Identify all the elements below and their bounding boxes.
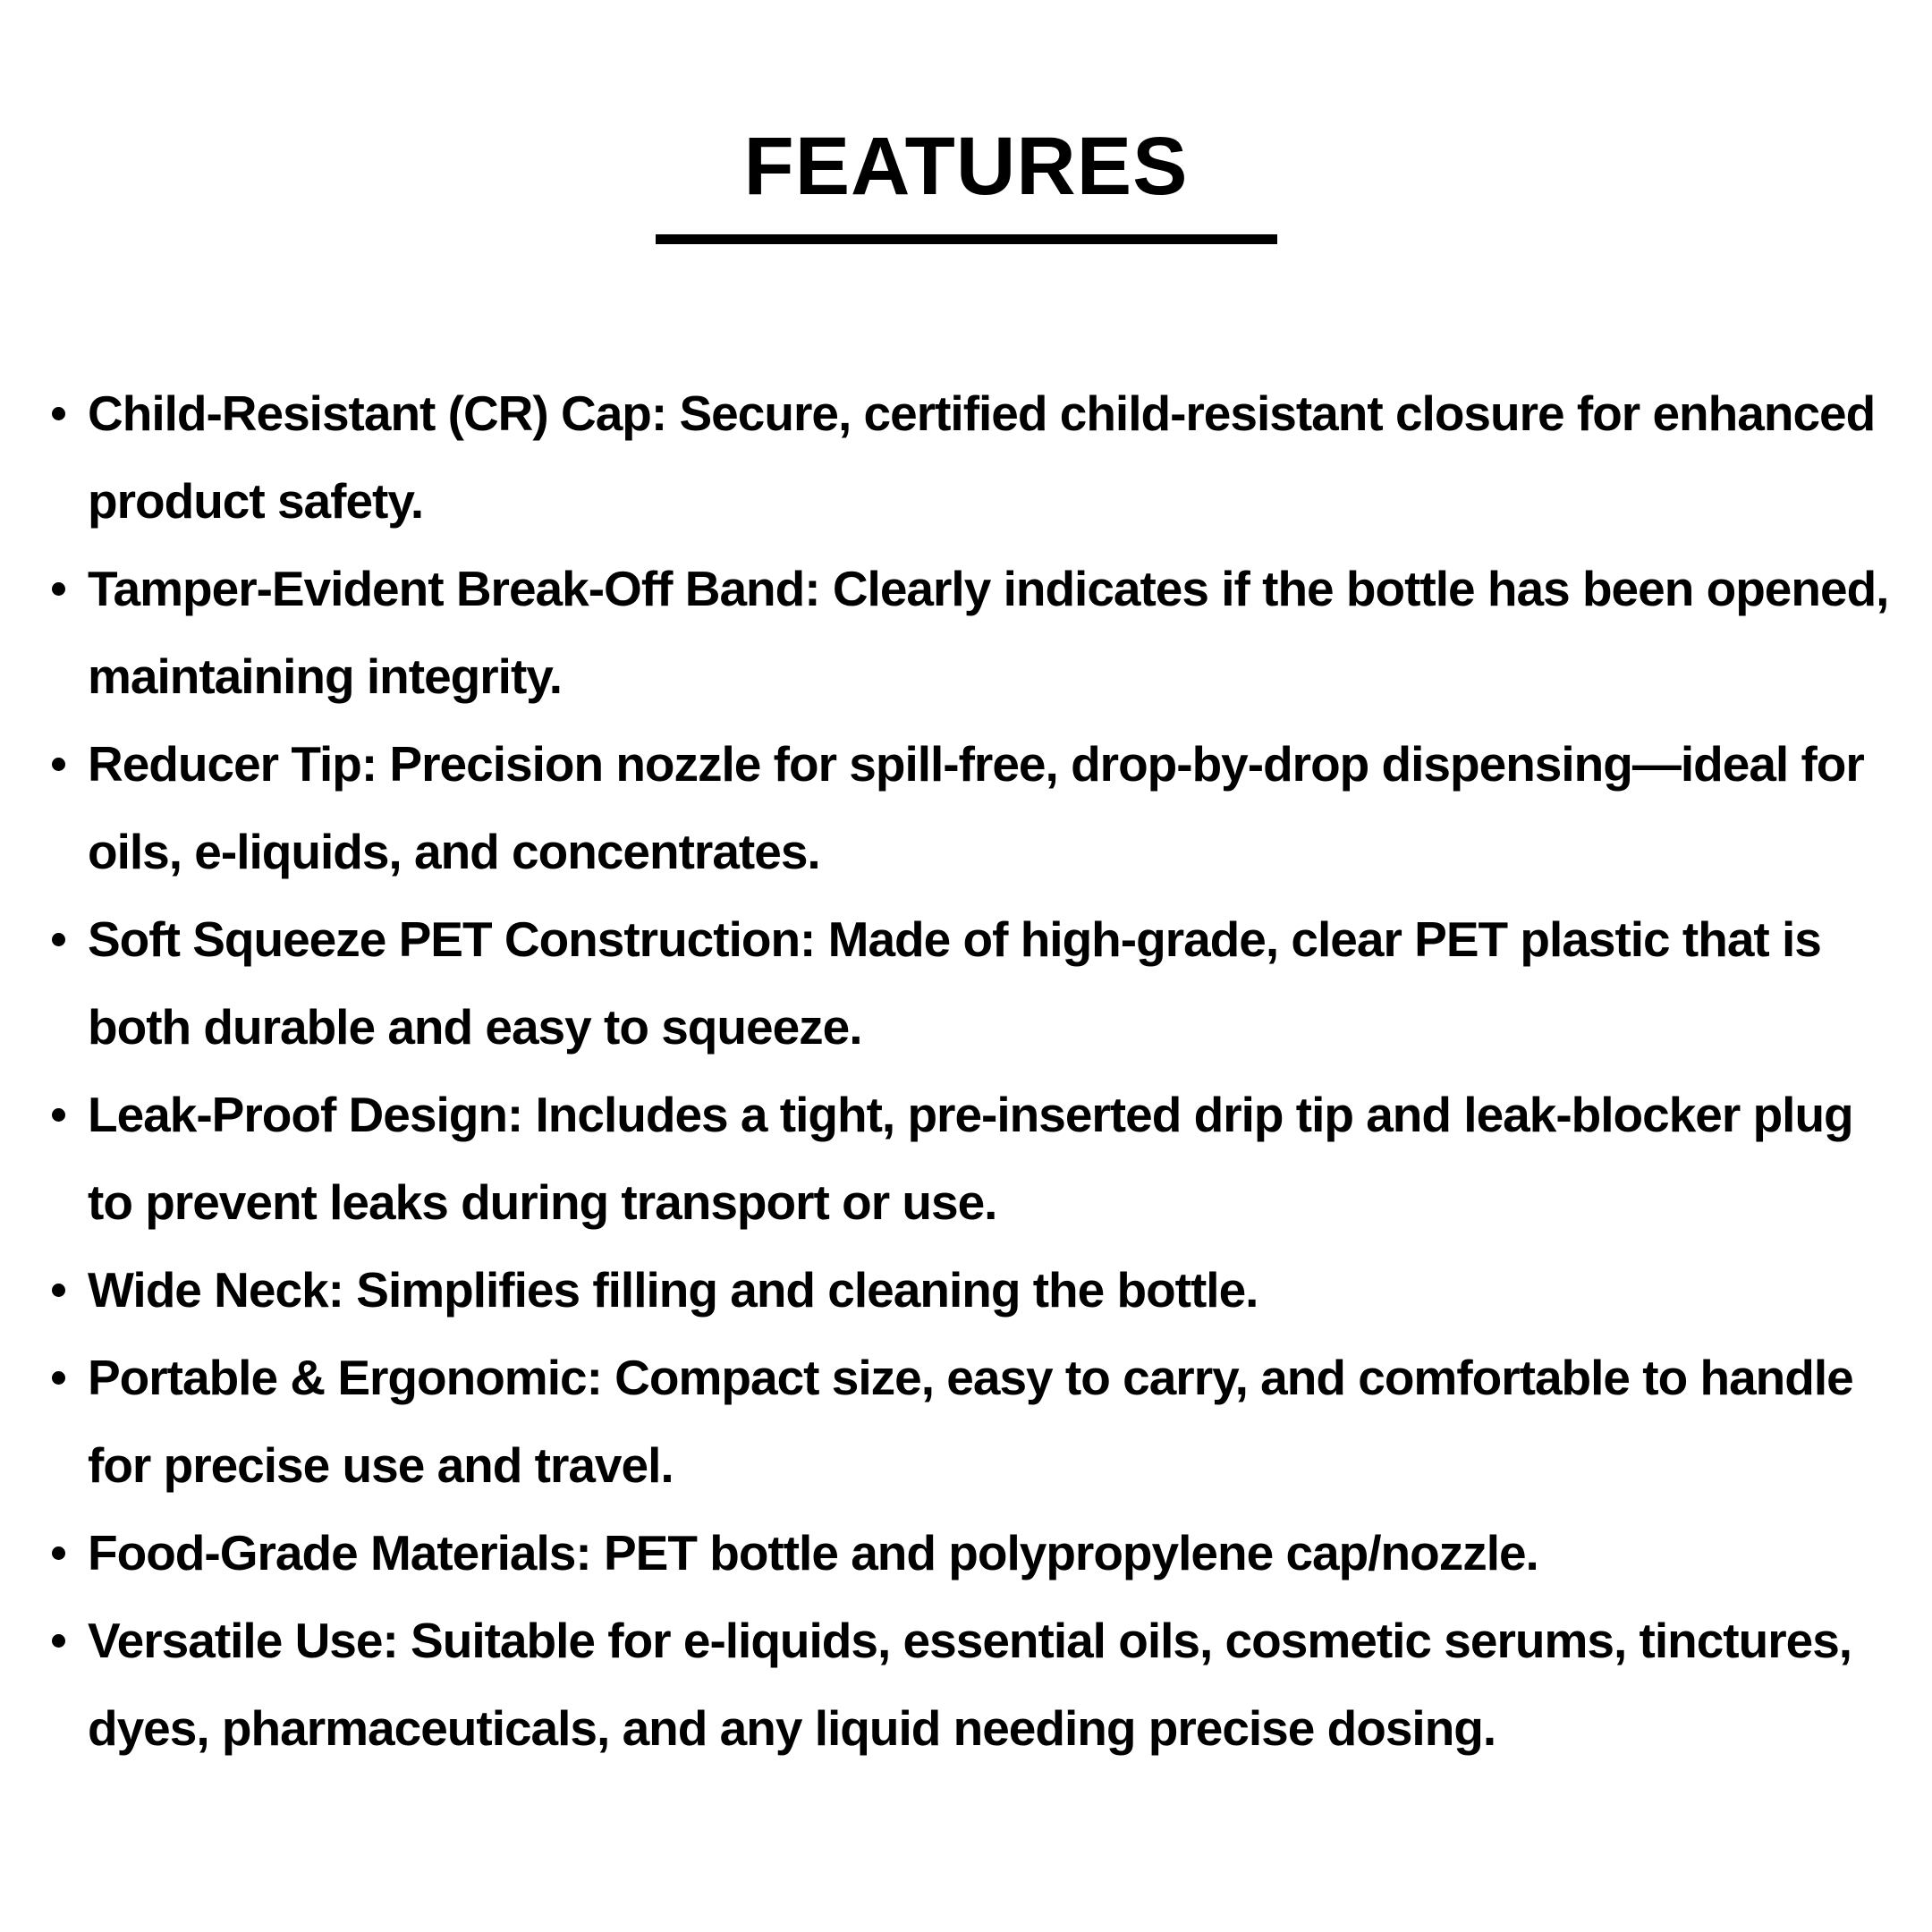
bullet-icon xyxy=(52,1546,65,1560)
feature-item-versatile-use xyxy=(0,1597,1898,1772)
title-underline xyxy=(656,234,1277,244)
feature-item-cr-cap xyxy=(0,369,1898,545)
bullet-icon xyxy=(52,1284,65,1297)
feature-text: Wide Neck: Simplifies filling and cleaning the bottle. xyxy=(88,1262,1258,1318)
feature-item-food-grade xyxy=(0,1509,1898,1597)
feature-item-wide-neck xyxy=(0,1246,1898,1334)
feature-text: Portable & Ergonomic: Compact size, easy to carry, and comfortable to handle for precise use and travel. xyxy=(88,1350,1853,1493)
page-title: FEATURES xyxy=(743,121,1189,212)
feature-text: Tamper-Evident Break-Off Band: Clearly indicates if the bottle has been opened, maintaining integrity. xyxy=(88,561,1889,704)
feature-item-leak-proof xyxy=(0,1071,1898,1246)
bullet-icon xyxy=(52,1108,65,1122)
feature-text: Leak-Proof Design: Includes a tight, pre-inserted drip tip and leak-blocker plug to prevent leaks during transport or use. xyxy=(88,1087,1853,1230)
bullet-icon xyxy=(52,582,65,596)
bullet-icon xyxy=(52,407,65,420)
feature-text: Soft Squeeze PET Construction: Made of high-grade, clear PET plastic that is both durable and easy to squeeze. xyxy=(88,911,1821,1055)
feature-item-pet-construction xyxy=(0,895,1898,1071)
feature-text: Child-Resistant (CR) Cap: Secure, certified child-resistant closure for enhanced product safety. xyxy=(88,386,1876,529)
features-list xyxy=(0,369,1932,1772)
bullet-icon xyxy=(52,933,65,946)
feature-text: Versatile Use: Suitable for e-liquids, essential oils, cosmetic serums, tinctures, dyes, pharmaceuticals, and any liquid needing precise dosing. xyxy=(88,1613,1852,1756)
bullet-icon xyxy=(52,1371,65,1385)
bullet-icon xyxy=(52,758,65,771)
feature-item-reducer-tip xyxy=(0,720,1898,895)
feature-text: Reducer Tip: Precision nozzle for spill-free, drop-by-drop dispensing—ideal for oils, e-liquids, and concentrates. xyxy=(88,736,1864,879)
feature-text: Food-Grade Materials: PET bottle and polypropylene cap/nozzle. xyxy=(88,1525,1538,1580)
feature-item-tamper-evident xyxy=(0,545,1898,720)
feature-item-portable-ergonomic xyxy=(0,1334,1898,1509)
bullet-icon xyxy=(52,1634,65,1648)
